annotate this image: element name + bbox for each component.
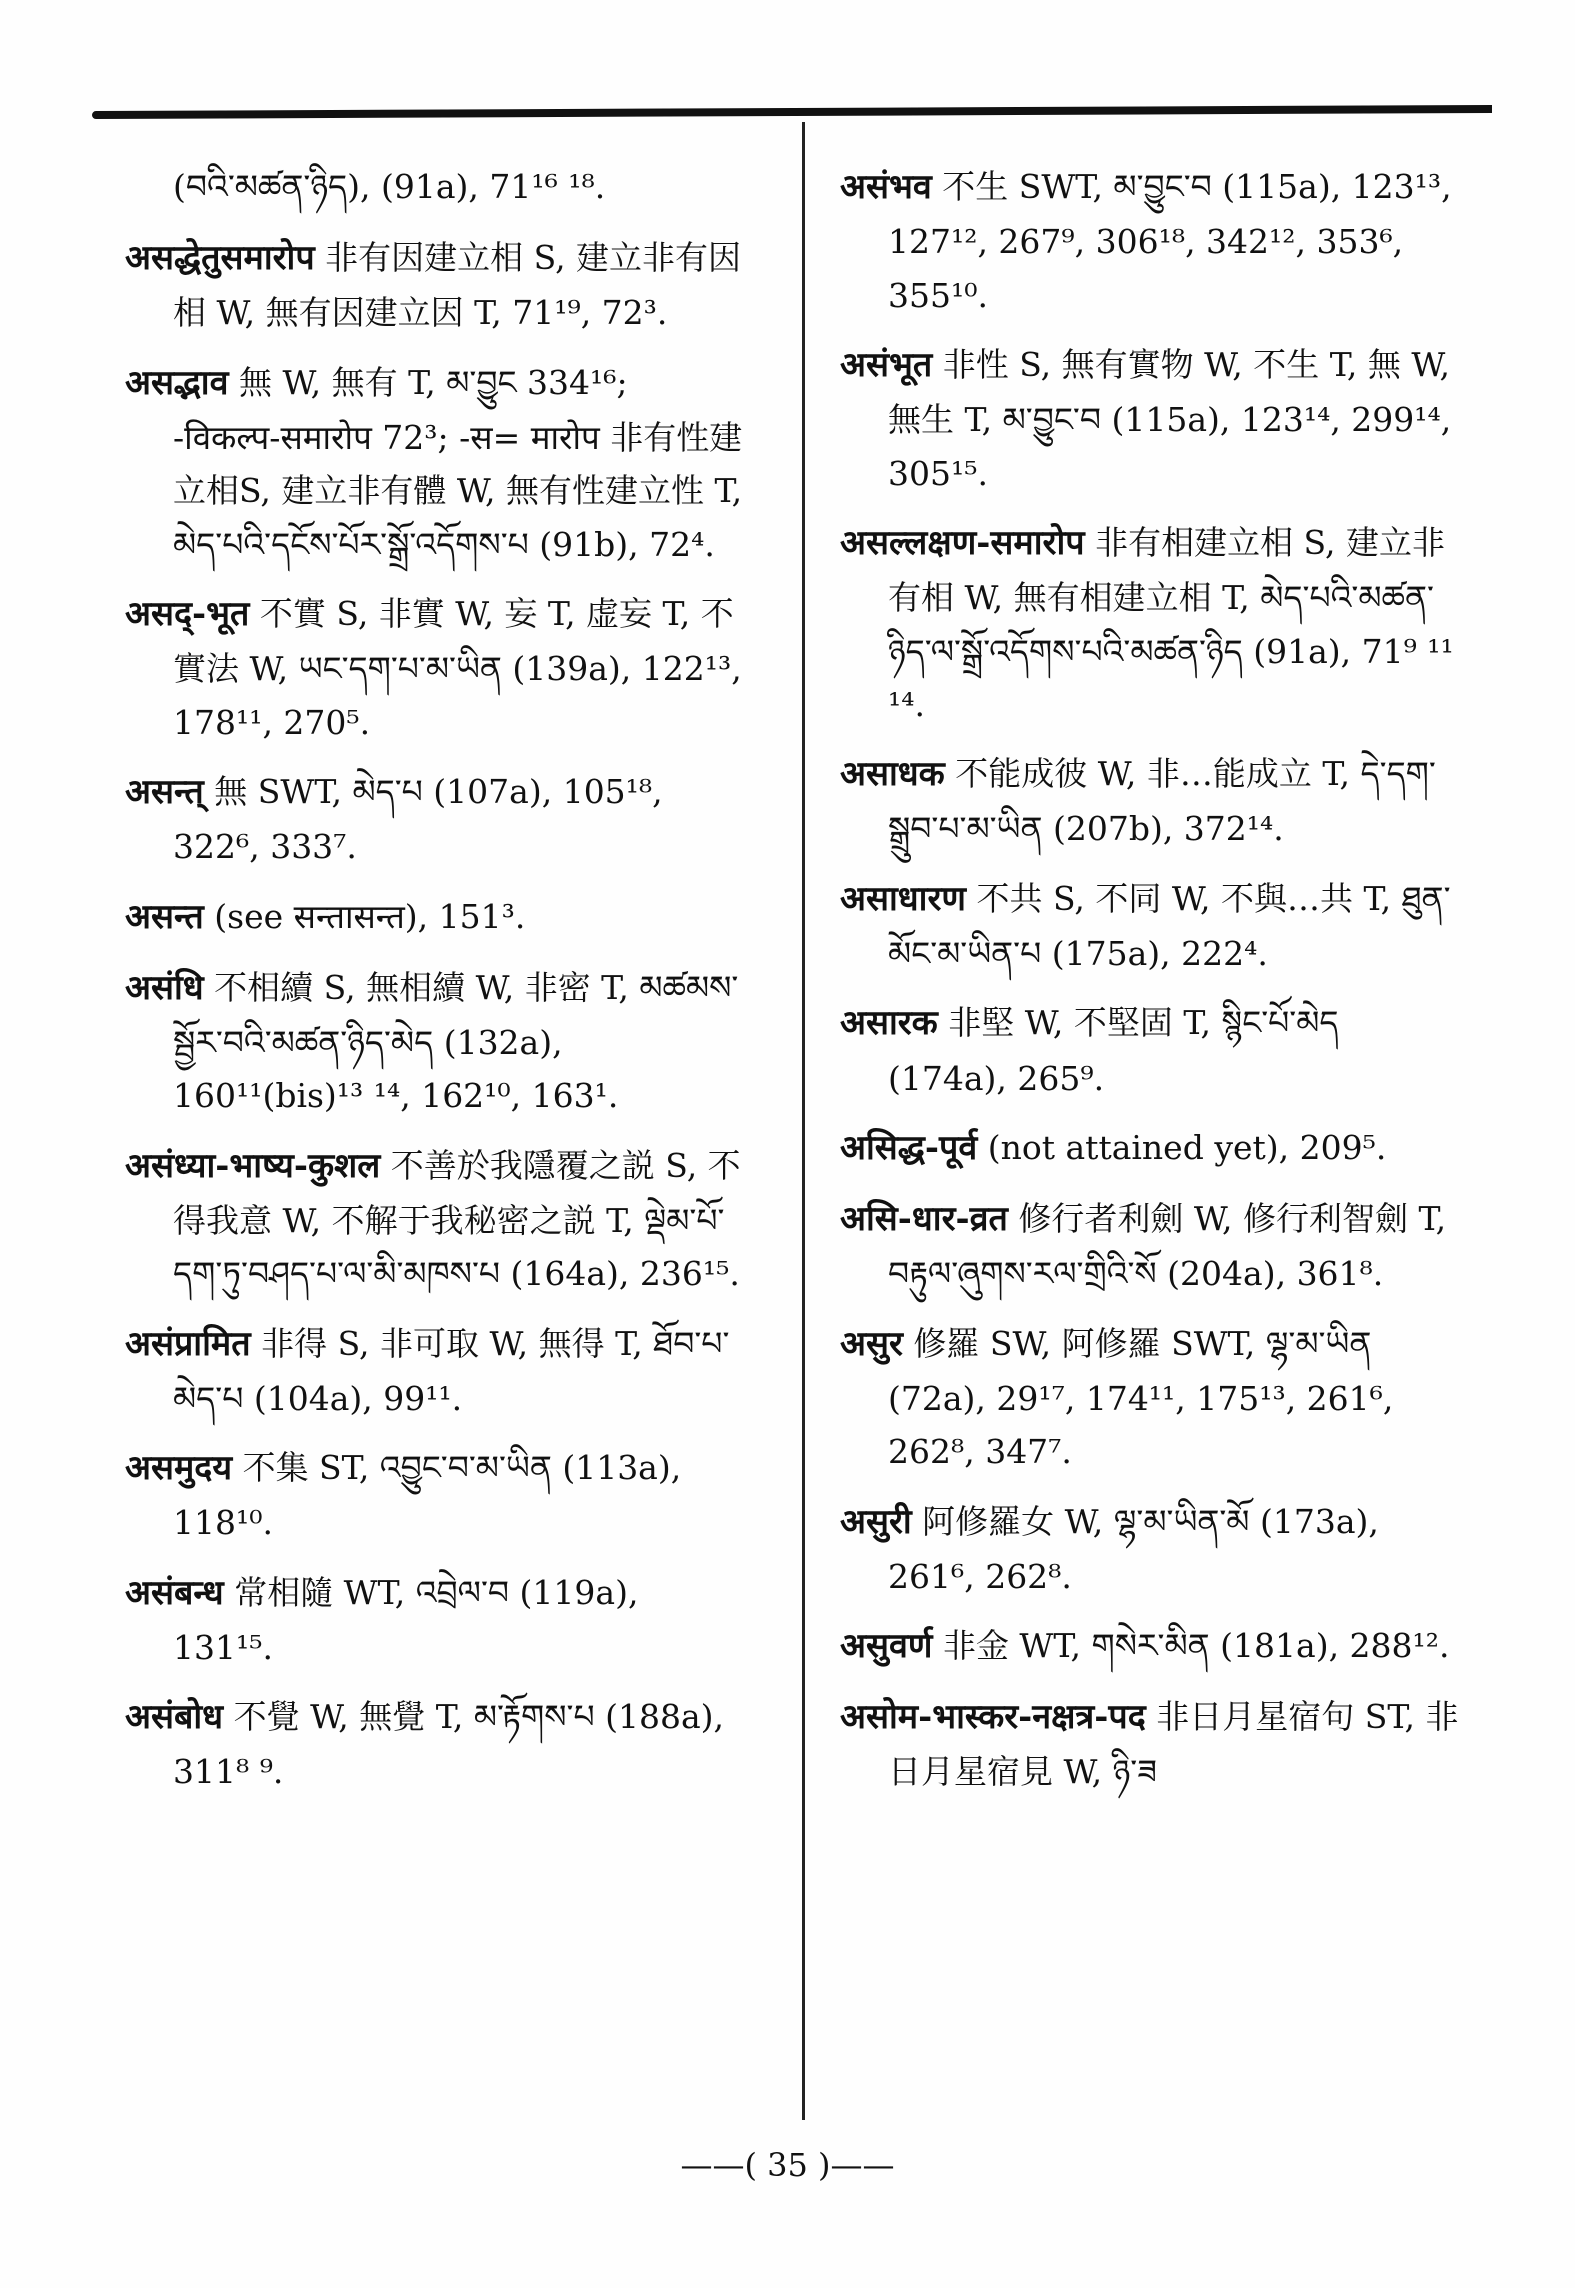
entry-definition: 阿修羅女 W, ལྷ་མ་ཡིན་མོ (173a), 261⁶, 262⁸.	[888, 1501, 1379, 1596]
entry-definition: 不實 S, 非實 W, 妄 T, 虚妄 T, 不實法 W, ཡང་དག་པ་མ་ཡིན (139a), 122¹³, 178¹¹, 270⁵.	[173, 594, 742, 742]
dictionary-entry	[840, 338, 1460, 500]
column-divider	[802, 122, 805, 2120]
entry-definition: 非性 S, 無有實物 W, 不生 T, 無 W, 無生 T, མ་བྱུང་བ (115a), 123¹⁴, 299¹⁴, 305¹⁵.	[888, 344, 1452, 493]
entry-headword: असद्भाव	[125, 362, 229, 403]
dictionary-entry	[840, 1495, 1460, 1604]
dictionary-entry	[125, 890, 745, 945]
entry-headword: असन्त्	[125, 772, 204, 813]
dictionary-entry	[125, 1317, 745, 1426]
dictionary-entry	[125, 231, 745, 340]
dictionary-entry	[840, 1317, 1460, 1479]
entry-definition: 非日月星宿句 ST, 非日月星宿見 W, ཉི་ཟ	[888, 1697, 1459, 1792]
entry-headword: असंबोध	[125, 1697, 224, 1738]
entry-definition: 不集 ST, འབྱུང་བ་མ་ཡིན (113a), 118¹⁰.	[173, 1448, 682, 1543]
entry-definition: 修行者利劍 W, 修行利智劍 T, བརྟུལ་ཞུགས་རལ་གྲིའི་སོ (204a), 361⁸.	[888, 1199, 1447, 1294]
top-rule	[92, 105, 1492, 119]
dictionary-entry	[840, 996, 1460, 1105]
right-column	[840, 160, 1460, 1815]
dictionary-entry	[125, 160, 745, 215]
entry-headword: असद्-भूत	[125, 594, 250, 635]
entry-headword: असोम-भास्कर-नक्षत्र-पद	[840, 1697, 1146, 1738]
entry-definition: (not attained yet), 209⁵.	[977, 1128, 1387, 1167]
entry-headword: असंधि	[125, 967, 204, 1008]
entry-headword: असिद्ध-पूर्व	[840, 1128, 978, 1168]
dictionary-entry	[840, 1690, 1460, 1799]
entry-definition: 不覺 W, 無覺 T, མ་རྟོགས་པ (188a), 311⁸ ⁹.	[173, 1697, 725, 1792]
entry-headword: असाधारण	[840, 878, 966, 919]
dictionary-entry	[840, 160, 1460, 322]
entry-definition: 不善於我隱覆之説 S, 不得我意 W, 不解于我秘密之説 T, ལྡེམ་པོ་དག་ཏུ་བཤད་པ་ལ་མི་མཁས་པ (164a), 236¹⁵.	[173, 1145, 741, 1294]
dictionary-entry	[125, 587, 745, 749]
entry-headword: असंबन्ध	[125, 1572, 224, 1613]
dictionary-entry	[125, 1566, 745, 1675]
entry-definition: 不能成彼 W, 非…能成立 T, དེ་དག་སྒྲུབ་པ་མ་ཡིན (207b), 372¹⁴.	[888, 754, 1436, 849]
entry-definition: 非有因建立相 S, 建立非有因相 W, 無有因建立因 T, 71¹⁹, 72³.	[173, 238, 742, 333]
entry-headword: असन्त	[125, 896, 204, 937]
entry-definition: 非金 WT, གསེར་མིན (181a), 288¹².	[932, 1626, 1450, 1666]
entry-headword: असुरी	[840, 1501, 912, 1542]
entry-headword: असंभूत	[840, 344, 933, 385]
entry-definition: 無 W, 無有 T, མ་བྱུང 334¹⁶; -विकल्प-समारोप 72³; -स= मारोप 非有性建立相S, 建立非有體 W, 無有性建立性 T, མེད་པའི་དངོས་པོར་སྒྲོ་འདོགས་པ (91b), 72⁴.	[173, 362, 743, 564]
entry-headword: असद्धेतुसमारोप	[125, 238, 315, 279]
entry-headword: असमुदय	[125, 1448, 233, 1489]
dictionary-entry	[840, 872, 1460, 981]
entry-headword: असंध्या-भाष्य-कुशल	[125, 1145, 381, 1186]
dictionary-entry	[840, 747, 1460, 856]
entry-definition: 不生 SWT, མ་བྱུང་བ (115a), 123¹³, 127¹², 267⁹, 306¹⁸, 342¹², 353⁶, 355¹⁰.	[888, 167, 1452, 315]
dictionary-entry	[125, 1441, 745, 1550]
dictionary-entry	[840, 1192, 1460, 1301]
entry-headword: असुवर्ण	[840, 1626, 933, 1667]
entry-headword: असि-धार-व्रत	[840, 1199, 1008, 1240]
entry-definition: 非堅 W, 不堅固 T, སྙིང་པོ་མེད (174a), 265⁹.	[888, 1003, 1339, 1098]
entry-definition: 非得 S, 非可取 W, 無得 T, ཐོབ་པ་མེད་པ (104a), 99¹¹.	[173, 1323, 730, 1418]
dictionary-entry	[125, 765, 745, 874]
entry-headword: असंप्रामित	[125, 1323, 251, 1364]
dictionary-entry	[125, 1139, 745, 1301]
entry-definition: 不相續 S, 無相續 W, 非密 T, མཚམས་སྦྱོར་བའི་མཚན་ཉིད་མེད (132a), 160¹¹(bis)¹³ ¹⁴, 162¹⁰, 163¹.	[173, 967, 739, 1116]
entry-definition: (see सन्तासन्त), 151³.	[203, 896, 526, 936]
entry-definition: (བའི་མཚན་ཉིད), (91a), 71¹⁶ ¹⁸.	[173, 167, 606, 206]
entry-headword: असल्लक्षण-समारोप	[840, 522, 1085, 563]
left-column	[125, 160, 745, 1815]
entry-definition: 修羅 SW, 阿修羅 SWT, ལྷ་མ་ཡིན (72a), 29¹⁷, 174¹¹, 175¹³, 261⁶, 262⁸, 347⁷.	[888, 1323, 1394, 1472]
entry-definition: 無 SWT, མེད་པ (107a), 105¹⁸, 322⁶, 333⁷.	[173, 772, 663, 867]
entry-headword: असंभव	[840, 167, 932, 207]
dictionary-entry	[840, 1619, 1460, 1674]
dictionary-entry	[125, 356, 745, 571]
dictionary-entry	[840, 1121, 1460, 1176]
page-number: ——( 35 )——	[680, 2146, 895, 2184]
entry-definition: 常相隨 WT, འབྲེལ་བ (119a), 131¹⁵.	[173, 1572, 639, 1667]
dictionary-entry	[125, 961, 745, 1123]
dictionary-entry	[125, 1690, 745, 1799]
entry-headword: असारक	[840, 1003, 938, 1044]
dictionary-entry	[840, 516, 1460, 731]
entry-definition: 非有相建立相 S, 建立非有相 W, 無有相建立相 T, མེད་པའི་མཚན་ཉིད་ལ་སྒྲོ་འདོགས་པའི་མཚན་ཉིད (91a), 71⁹ ¹¹ ¹⁴.	[888, 522, 1454, 724]
entry-headword: असुर	[840, 1323, 903, 1364]
entry-definition: 不共 S, 不同 W, 不與…共 T, ཐུན་མོང་མ་ཡིན་པ (175a), 222⁴.	[888, 878, 1451, 974]
entry-headword: असाधक	[840, 754, 945, 795]
